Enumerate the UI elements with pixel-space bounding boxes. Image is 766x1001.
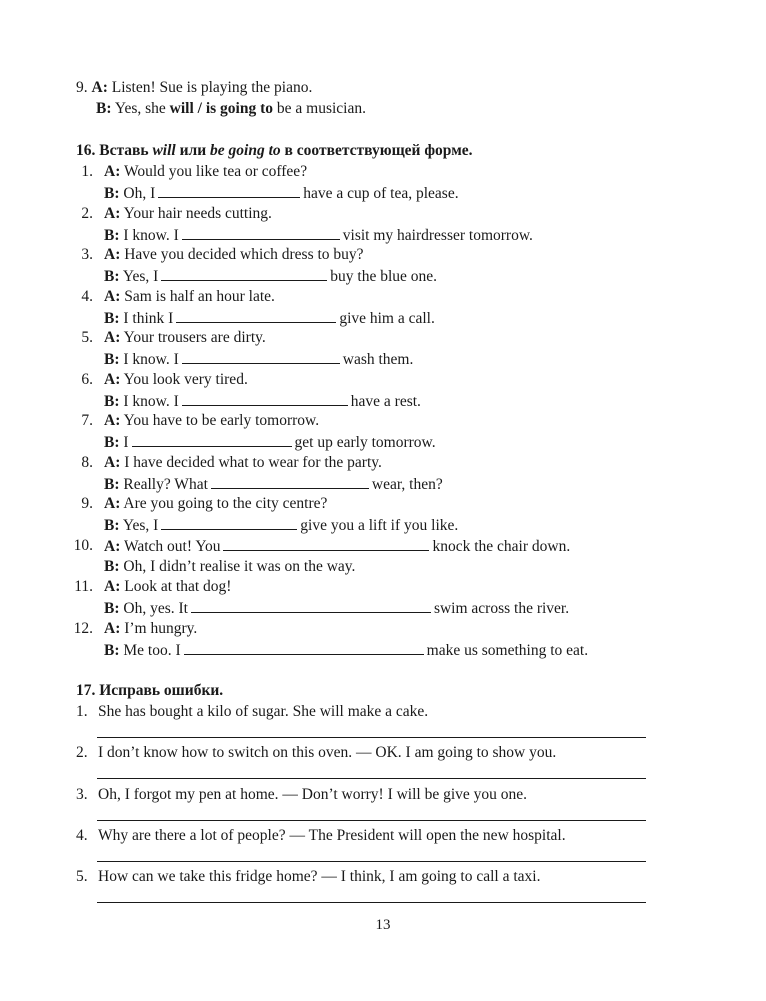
line-b-post: have a rest. (350, 393, 421, 410)
line-b-post: get up early tomorrow. (294, 434, 436, 451)
answer-blank[interactable] (184, 640, 424, 655)
speaker-b-label: B: (96, 100, 112, 117)
line-b-pre: Me too. I (123, 642, 181, 659)
item-number: 12. (73, 620, 93, 637)
line-b-pre: I (123, 434, 129, 451)
speaker-a-label: A: (104, 163, 121, 180)
item-number: 8. (81, 454, 93, 471)
ex16-item-9-b (104, 515, 458, 536)
exercise-17-title: Исправь ошибки. (99, 682, 224, 699)
speaker-a-label: A: (104, 205, 121, 222)
exercise-16-title-part3: в соответствующей форме. (284, 142, 473, 159)
speaker-b-label: B: (104, 476, 120, 493)
speaker-b-label: B: (104, 558, 120, 575)
line-b-post: visit my hairdresser tomorrow. (342, 227, 533, 244)
answer-blank[interactable] (182, 225, 340, 240)
ex17-item-5 (76, 867, 541, 887)
item-number: 1. (81, 163, 93, 180)
item-text: Oh, I forgot my pen at home. — Don’t worry! I will be give you one. (98, 786, 528, 803)
prev-item-number: 9. (76, 79, 88, 96)
item-text: How can we take this fridge home? — I think, I am going to call a taxi. (98, 868, 541, 885)
answer-line[interactable] (97, 861, 646, 862)
speaker-a-label: A: (104, 329, 121, 346)
item-number: 4. (81, 288, 93, 305)
speaker-b-label: B: (104, 600, 120, 617)
line-a (104, 494, 327, 514)
line-b-post: give him a call. (339, 310, 435, 327)
line-a-text: Watch out! You (123, 538, 221, 555)
item-text: I don’t know how to switch on this oven. — OK. I am going to show you. (98, 744, 557, 761)
line-b-pre: Oh, I didn’t realise it was on the way. (123, 558, 356, 575)
line-a (104, 619, 197, 639)
line-a-text: I’m hungry. (124, 620, 198, 637)
speaker-a-label: A: (104, 620, 121, 637)
answer-blank[interactable] (182, 349, 340, 364)
line-b-post: make us something to eat. (426, 642, 589, 659)
speaker-b-label: B: (104, 268, 120, 285)
answer-line[interactable] (97, 737, 646, 738)
ex16-item-8-b (104, 474, 443, 495)
line-a (104, 245, 364, 265)
answer-blank[interactable] (161, 515, 297, 530)
line-a-text: Would you like tea or coffee? (123, 163, 308, 180)
answer-line[interactable] (97, 778, 646, 779)
line-a-text: Your trousers are dirty. (123, 329, 266, 346)
page-number: 13 (375, 917, 391, 933)
prev-item-a-text: Listen! Sue is playing the piano. (111, 79, 313, 96)
line-b-pre: Yes, I (122, 517, 159, 534)
answer-blank[interactable] (158, 183, 300, 198)
item-number: 5. (76, 868, 88, 885)
answer-blank[interactable] (161, 266, 327, 281)
line-b-pre: I know. I (123, 351, 179, 368)
item-number: 10. (73, 537, 93, 554)
ex16-item-4-b (104, 308, 435, 329)
line-a (104, 287, 275, 307)
speaker-b-label: B: (104, 434, 120, 451)
exercise-16-title-will: will (152, 142, 176, 159)
item-number: 7. (81, 412, 93, 429)
ex16-item-12-b (104, 640, 588, 661)
line-a-text: Have you decided which dress to buy? (124, 246, 364, 263)
speaker-b-label: B: (104, 517, 120, 534)
exercise-16-heading (76, 141, 473, 161)
speaker-a-label: A: (104, 412, 121, 429)
exercise-16-title-part1: Вставь (99, 142, 149, 159)
speaker-b-label: B: (104, 351, 120, 368)
item-number: 4. (76, 827, 88, 844)
item-number: 11. (74, 578, 93, 595)
ex16-item-10-b (104, 557, 355, 577)
line-a (104, 204, 272, 224)
speaker-b-label: B: (104, 310, 120, 327)
prev-item-b-pre: Yes, she (114, 100, 166, 117)
line-b-pre: I know. I (123, 393, 179, 410)
speaker-a-label: A: (104, 538, 121, 555)
exercise-17-heading (76, 681, 223, 701)
speaker-a-label: A: (104, 454, 121, 471)
answer-blank[interactable] (176, 308, 336, 323)
prev-item-b-post: be a musician. (276, 100, 366, 117)
ex16-item-6-b (104, 391, 421, 412)
line-a (104, 370, 248, 390)
line-b-pre: Yes, I (122, 268, 159, 285)
answer-blank[interactable] (191, 598, 431, 613)
item-number: 6. (81, 371, 93, 388)
ex16-item-3-b (104, 266, 437, 287)
item-number: 2. (81, 205, 93, 222)
line-a-text: You look very tired. (123, 371, 248, 388)
line-b-post: have a cup of tea, please. (303, 185, 459, 202)
line-a (104, 536, 570, 557)
answer-blank[interactable] (132, 432, 292, 447)
prev-item-b-choice: will / is going to (169, 100, 274, 117)
ex16-item-1-b (104, 183, 459, 204)
ex17-item-1 (76, 702, 429, 722)
speaker-b-label: B: (104, 227, 120, 244)
line-b-pre: Really? What (123, 476, 208, 493)
line-b-pre: Oh, I (123, 185, 156, 202)
answer-blank[interactable] (223, 536, 429, 551)
line-b-post: wear, then? (371, 476, 443, 493)
line-a-text: Sam is half an hour late. (124, 288, 275, 305)
speaker-b-label: B: (104, 393, 120, 410)
speaker-b-label: B: (104, 185, 120, 202)
item-text: She has bought a kilo of sugar. She will make a cake. (98, 703, 429, 720)
speaker-a-label: A: (104, 578, 121, 595)
speaker-a-label: A: (91, 79, 108, 96)
line-a (104, 328, 266, 348)
speaker-a-label: A: (104, 288, 121, 305)
ex16-item-11-b (104, 598, 569, 619)
line-a-text: Look at that dog! (124, 578, 232, 595)
ex16-item-7-b (104, 432, 436, 453)
line-b-pre: Oh, yes. It (123, 600, 188, 617)
line-b-pre: I know. I (123, 227, 179, 244)
speaker-a-label: A: (104, 495, 121, 512)
item-number: 2. (76, 744, 88, 761)
prev-item-line-b (96, 99, 366, 119)
item-number: 3. (81, 246, 93, 263)
ex17-item-4 (76, 826, 566, 846)
line-a (104, 577, 231, 597)
line-b-post: give you a lift if you like. (300, 517, 459, 534)
item-number: 3. (76, 786, 88, 803)
answer-blank[interactable] (182, 391, 348, 406)
prev-item-line-a (76, 78, 312, 98)
line-a-text: Are you going to the city centre? (123, 495, 328, 512)
line-a (104, 162, 307, 182)
speaker-a-label: A: (104, 246, 121, 263)
item-number: 5. (81, 329, 93, 346)
answer-blank[interactable] (211, 474, 369, 489)
exercise-16-title-part2: или (179, 142, 207, 159)
line-b-post: buy the blue one. (330, 268, 438, 285)
line-a (104, 453, 382, 473)
item-number: 9. (81, 495, 93, 512)
ex16-item-5-b (104, 349, 413, 370)
line-b-post: wash them. (342, 351, 414, 368)
answer-line[interactable] (97, 902, 646, 903)
exercise-16-title-going: be going to (210, 142, 281, 159)
line-a-text: Your hair needs cutting. (123, 205, 272, 222)
line-a-text: I have decided what to wear for the party. (124, 454, 382, 471)
exercise-16-number: 16. (76, 142, 96, 159)
item-text: Why are there a lot of people? — The President will open the new hospital. (98, 827, 566, 844)
answer-line[interactable] (97, 820, 646, 821)
line-b-post: swim across the river. (433, 600, 570, 617)
ex17-item-2 (76, 743, 557, 763)
speaker-a-label: A: (104, 371, 121, 388)
line-a-text: You have to be early tomorrow. (123, 412, 320, 429)
speaker-b-label: B: (104, 642, 120, 659)
line-a-post: knock the chair down. (432, 538, 571, 555)
item-number: 1. (76, 703, 88, 720)
ex16-item-2-b (104, 225, 533, 246)
exercise-17-number: 17. (76, 682, 96, 699)
line-a (104, 411, 319, 431)
ex17-item-3 (76, 785, 528, 805)
line-b-pre: I think I (123, 310, 174, 327)
